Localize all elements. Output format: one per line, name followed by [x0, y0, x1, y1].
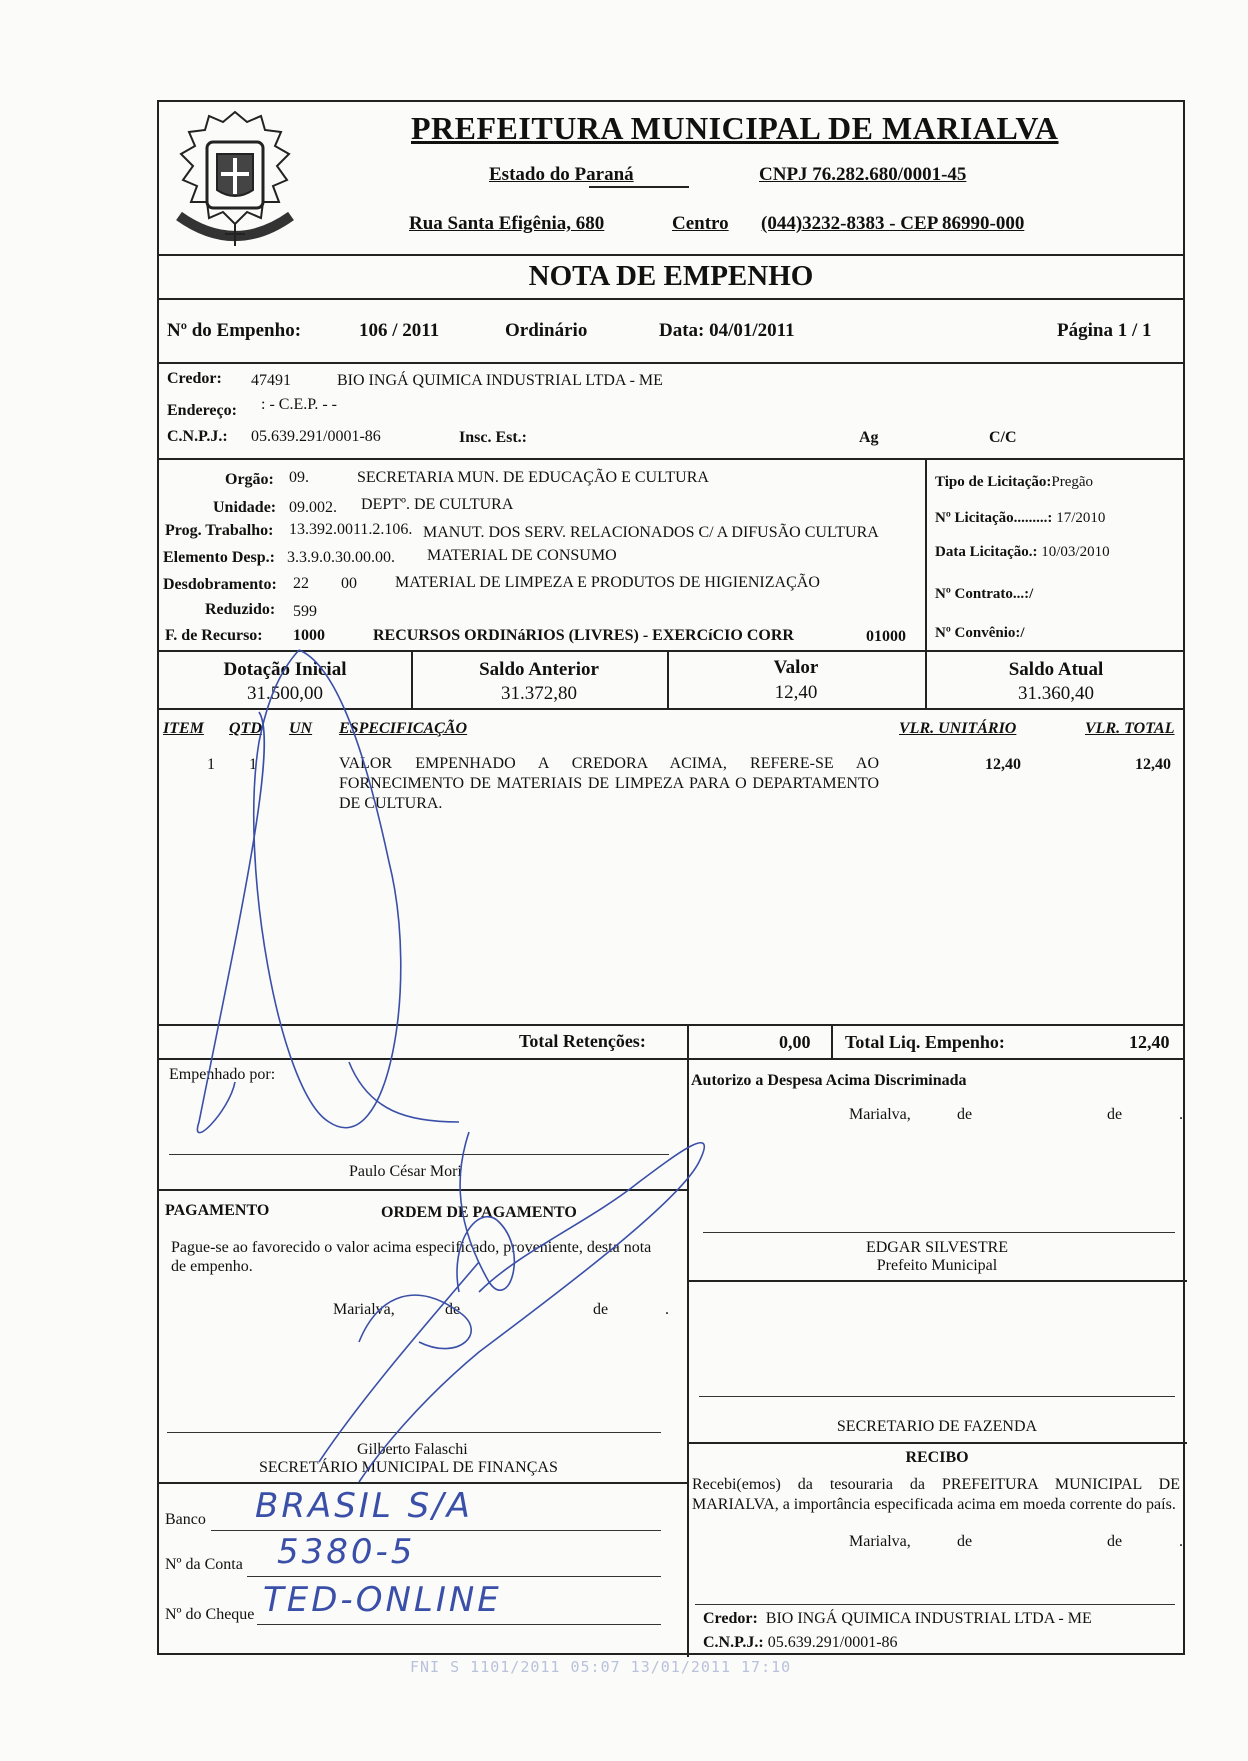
divider — [687, 1024, 689, 1058]
address-label: Endereço: — [167, 402, 237, 419]
qtd-header: QTD — [229, 720, 262, 737]
reduzido-label: Reduzido: — [205, 601, 276, 618]
tipo-licitacao-label-text: Tipo de Licitação: — [935, 474, 1052, 490]
data-licitacao-value: 10/03/2010 — [1041, 544, 1110, 560]
scan-stamp: FNI S 1101/2011 05:07 13/01/2011 17:10 — [410, 1658, 792, 1676]
total-retencoes-label: Total Retenções: — [519, 1031, 646, 1051]
desdobramento-name: MATERIAL DE LIMPEZA E PRODUTOS DE HIGIENIZAÇÃO — [395, 574, 820, 591]
divider — [159, 254, 1183, 256]
cnpj-header: CNPJ 76.282.680/0001-45 — [759, 164, 967, 185]
phone-cep: (044)3232-8383 - CEP 86990-000 — [761, 213, 1025, 234]
total-liquido-label: Total Liq. Empenho: — [845, 1032, 1005, 1052]
secretario-financas-title: SECRETÁRIO MUNICIPAL DE FINANÇAS — [259, 1459, 558, 1476]
state-underline — [589, 164, 689, 188]
autorizo-de: de — [957, 1106, 973, 1123]
un-header: UN — [289, 720, 313, 737]
divider — [159, 1024, 1183, 1026]
credor-code: 47491 — [251, 372, 291, 389]
cheque-handwritten: TED-ONLINE — [263, 1580, 502, 1620]
prefeito-title: Prefeito Municipal — [876, 1257, 998, 1274]
autorizo-dot: . — [1179, 1106, 1183, 1123]
tipo-licitacao-value: Pregão — [1051, 474, 1094, 490]
divider — [159, 1482, 687, 1484]
item-total-value: 12,40 — [1135, 756, 1171, 773]
divider — [687, 1442, 1187, 1444]
programa-code: 13.392.0011.2.106. — [289, 521, 413, 538]
valor-unitario-header: VLR. UNITÁRIO — [899, 720, 1017, 737]
signature-line — [167, 1432, 661, 1433]
item-quantity: 1 — [249, 756, 257, 773]
numero-convenio-label: Nº Convênio:/ — [935, 625, 1025, 641]
recibo-place: Marialva, — [849, 1533, 911, 1550]
insc-est-label: Insc. Est.: — [459, 429, 528, 446]
reduzido-code: 599 — [293, 603, 317, 620]
recibo-credor-label: Credor: — [703, 1610, 758, 1627]
numero-licitacao-value: 17/2010 — [1056, 510, 1106, 526]
numero-licitacao — [935, 510, 1105, 527]
cheque-label: Nº do Cheque — [165, 1606, 255, 1623]
empenho-date: Data: 04/01/2011 — [659, 320, 795, 341]
nota-de-empenho-form — [157, 100, 1185, 1655]
municipality-title: PREFEITURA MUNICIPAL DE MARIALVA — [411, 110, 1059, 146]
empenhado-por-label: Empenhado por: — [169, 1066, 276, 1083]
saldo-atual-label: Saldo Atual — [1008, 659, 1104, 680]
tipo-licitacao-label — [935, 474, 1093, 491]
recibo-de: de — [1107, 1533, 1123, 1550]
state-name: Estado do Paraná — [489, 164, 634, 185]
data-licitacao — [935, 544, 1110, 561]
autorizo-despesa-label: Autorizo a Despesa Acima Discriminada — [691, 1072, 967, 1089]
pagamento-label: PAGAMENTO — [165, 1202, 270, 1219]
saldo-anterior-value: 31.372,80 — [501, 683, 577, 704]
recurso-name: RECURSOS ORDINáRIOS (LIVRES) - EXERCíCIO CORR — [373, 627, 794, 644]
ordem-pagamento-text: Pague-se ao favorecido o valor acima especificado, proveniente, desta nota de empenho. — [171, 1239, 652, 1275]
document-title: NOTA DE EMPENHO — [528, 260, 814, 292]
page-number: Página 1 / 1 — [1057, 320, 1152, 341]
conta-handwritten: 5380-5 — [277, 1532, 416, 1572]
address-value: : - C.E.P. - - — [261, 396, 337, 413]
credor-label: Credor: — [167, 370, 222, 387]
valor-label: Valor — [773, 657, 819, 678]
conta-line — [247, 1576, 661, 1577]
desdobramento-label: Desdobramento: — [163, 576, 277, 593]
recibo-credor — [703, 1610, 1092, 1628]
unidade-name: DEPTº. DE CULTURA — [361, 496, 514, 513]
signature-line — [695, 1604, 1175, 1605]
orgao-name: SECRETARIA MUN. DE EDUCAÇÃO E CULTURA — [357, 469, 709, 486]
divider — [687, 1058, 689, 1657]
banco-line — [211, 1530, 661, 1531]
item-number: 1 — [207, 756, 215, 773]
payment-de: de — [593, 1301, 609, 1318]
recibo-title: RECIBO — [905, 1449, 969, 1466]
secretario-financas-name: Gilberto Falaschi — [357, 1441, 468, 1458]
numero-licitacao-label: Nº Licitação.........: — [935, 510, 1053, 526]
elemento-code: 3.3.9.0.30.00.00. — [287, 549, 395, 566]
empenho-number-label: Nº do Empenho: — [167, 320, 302, 341]
total-liquido-value: 12,40 — [1129, 1032, 1170, 1052]
recibo-cnpj-value: 05.639.291/0001-86 — [767, 1634, 898, 1651]
programa-label: Prog. Trabalho: — [165, 522, 274, 539]
ordem-pagamento-label: ORDEM DE PAGAMENTO — [381, 1204, 577, 1221]
autorizo-place: Marialva, — [849, 1106, 911, 1123]
municipal-coat-of-arms-icon — [165, 106, 305, 252]
divider — [831, 1024, 833, 1058]
recurso-label: F. de Recurso: — [165, 627, 263, 644]
elemento-name: MATERIAL DE CONSUMO — [427, 547, 617, 564]
divider — [159, 1058, 1183, 1060]
payment-place: Marialva, — [333, 1301, 395, 1318]
saldo-anterior-label: Saldo Anterior — [479, 659, 599, 680]
divider — [159, 708, 1183, 710]
agencia-label: Ag — [859, 429, 879, 446]
empenho-type: Ordinário — [505, 320, 588, 341]
data-licitacao-label: Data Licitação.: — [935, 544, 1038, 560]
district: Centro — [672, 213, 729, 234]
orgao-label: Orgão: — [225, 471, 274, 488]
conta-label: Nº da Conta — [165, 1556, 243, 1573]
recibo-cnpj — [703, 1634, 898, 1652]
banco-handwritten: BRASIL S/A — [255, 1486, 473, 1526]
divider — [159, 650, 1183, 652]
recurso-code: 1000 — [293, 627, 325, 644]
prefeito-name: EDGAR SILVESTRE — [865, 1239, 1009, 1256]
street-address: Rua Santa Efigênia, 680 — [409, 213, 605, 234]
secretario-fazenda-title: SECRETARIO DE FAZENDA — [836, 1418, 1038, 1435]
recibo-de: de — [957, 1533, 973, 1550]
payment-de: de — [445, 1301, 461, 1318]
recurso-sub: 01000 — [866, 628, 906, 645]
divider — [159, 1189, 687, 1191]
item-header: ITEM — [163, 720, 204, 737]
recibo-dot: . — [1179, 1533, 1183, 1550]
divider — [687, 1280, 1187, 1282]
signature-line — [703, 1232, 1175, 1233]
divider — [159, 458, 1183, 460]
autorizo-de: de — [1107, 1106, 1123, 1123]
payment-dot: . — [665, 1301, 669, 1318]
divider — [925, 458, 927, 650]
credor-name: BIO INGÁ QUIMICA INDUSTRIAL LTDA - ME — [337, 372, 663, 389]
desdobramento-sub: 00 — [341, 575, 357, 592]
programa-name: MANUT. DOS SERV. RELACIONADOS C/ A DIFUSÃO CULTURA — [423, 524, 879, 541]
numero-contrato-label: Nº Contrato...:/ — [935, 586, 1034, 602]
saldo-atual-value: 31.360,40 — [1018, 683, 1094, 704]
signature-line — [169, 1154, 669, 1155]
valor-total-header: VLR. TOTAL — [1085, 720, 1175, 737]
cheque-line — [257, 1624, 661, 1625]
signature-line — [699, 1396, 1175, 1397]
recibo-credor-name: BIO INGÁ QUIMICA INDUSTRIAL LTDA - ME — [765, 1610, 1092, 1627]
dotacao-inicial-label: Dotação Inicial — [223, 659, 347, 680]
unidade-label: Unidade: — [213, 499, 277, 516]
elemento-label: Elemento Desp.: — [163, 549, 275, 566]
cnpj-label: C.N.P.J.: — [167, 428, 228, 445]
empenhado-por-name: Paulo César Mori — [349, 1163, 462, 1180]
especificacao-header: ESPECIFICAÇÃO — [339, 720, 468, 737]
total-retencoes-value: 0,00 — [779, 1032, 811, 1052]
divider — [159, 362, 1183, 364]
unidade-code: 09.002. — [289, 499, 337, 516]
item-unit-value: 12,40 — [985, 756, 1021, 773]
empenho-number: 106 / 2011 — [359, 320, 440, 341]
valor-value: 12,40 — [774, 682, 818, 703]
item-specification: VALOR EMPENHADO A CREDORA ACIMA, REFERE-SE AO FORNECIMENTO DE MATERIAIS DE LIMPEZA PARA O DEPARTAMENTO DE CULTURA. — [339, 755, 879, 812]
conta-corrente-label: C/C — [989, 429, 1017, 446]
banco-label: Banco — [165, 1511, 206, 1528]
desdobramento-code: 22 — [293, 575, 309, 592]
orgao-code: 09. — [289, 469, 309, 486]
recibo-cnpj-label: C.N.P.J.: — [703, 1634, 764, 1651]
dotacao-inicial-value: 31.500,00 — [247, 683, 323, 704]
recibo-text: Recebi(emos) da tesouraria da PREFEITURA MUNICIPAL DE MARIALVA, a importância especificada acima em moeda corrente do país. — [692, 1476, 1180, 1513]
credor-cnpj: 05.639.291/0001-86 — [251, 428, 381, 445]
divider — [159, 298, 1183, 300]
